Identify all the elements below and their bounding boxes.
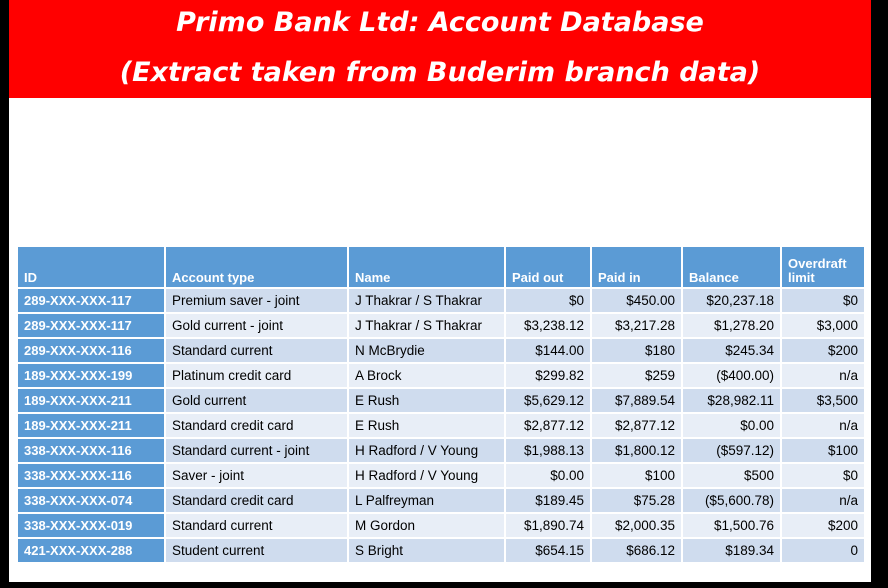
- cell-paid-out: $299.82: [505, 363, 591, 388]
- cell-balance: $20,237.18: [682, 288, 781, 313]
- cell-paid-in: $1,800.12: [591, 438, 682, 463]
- cell-paid-in: $7,889.54: [591, 388, 682, 413]
- cell-paid-out: $3,238.12: [505, 313, 591, 338]
- cell-account-type: Student current: [165, 538, 348, 562]
- column-header-overdraft-limit: Overdraft limit: [781, 247, 864, 288]
- cell-account-type: Gold current: [165, 388, 348, 413]
- cell-id: 338-XXX-XXX-074: [18, 488, 165, 513]
- cell-paid-out: $654.15: [505, 538, 591, 562]
- cell-overdraft-limit: $100: [781, 438, 864, 463]
- title-banner: [9, 0, 871, 98]
- table-row: [18, 488, 864, 513]
- cell-overdraft-limit: n/a: [781, 363, 864, 388]
- cell-paid-out: $1,988.13: [505, 438, 591, 463]
- cell-account-type: Standard current: [165, 338, 348, 363]
- cell-overdraft-limit: $3,000: [781, 313, 864, 338]
- cell-name: M Gordon: [348, 513, 505, 538]
- cell-overdraft-limit: n/a: [781, 413, 864, 438]
- account-table: [18, 247, 864, 562]
- cell-balance: $1,278.20: [682, 313, 781, 338]
- cell-account-type: Gold current - joint: [165, 313, 348, 338]
- cell-account-type: Standard credit card: [165, 488, 348, 513]
- table-row: [18, 388, 864, 413]
- cell-account-type: Standard current - joint: [165, 438, 348, 463]
- table-row: [18, 363, 864, 388]
- cell-balance: $28,982.11: [682, 388, 781, 413]
- column-header-name: Name: [348, 247, 505, 288]
- cell-paid-out: $2,877.12: [505, 413, 591, 438]
- cell-account-type: Saver - joint: [165, 463, 348, 488]
- cell-paid-in: $259: [591, 363, 682, 388]
- table-row: [18, 538, 864, 562]
- cell-paid-out: $144.00: [505, 338, 591, 363]
- cell-overdraft-limit: $0: [781, 288, 864, 313]
- cell-paid-in: $2,877.12: [591, 413, 682, 438]
- cell-id: 189-XXX-XXX-199: [18, 363, 165, 388]
- cell-name: N McBrydie: [348, 338, 505, 363]
- cell-id: 289-XXX-XXX-117: [18, 313, 165, 338]
- cell-name: J Thakrar / S Thakrar: [348, 288, 505, 313]
- cell-id: 189-XXX-XXX-211: [18, 413, 165, 438]
- cell-id: 189-XXX-XXX-211: [18, 388, 165, 413]
- cell-paid-in: $100: [591, 463, 682, 488]
- table-row: [18, 313, 864, 338]
- cell-account-type: Premium saver - joint: [165, 288, 348, 313]
- table-row: [18, 463, 864, 488]
- cell-overdraft-limit: $0: [781, 463, 864, 488]
- cell-paid-in: $180: [591, 338, 682, 363]
- cell-overdraft-limit: $200: [781, 513, 864, 538]
- cell-id: 289-XXX-XXX-117: [18, 288, 165, 313]
- cell-overdraft-limit: 0: [781, 538, 864, 562]
- cell-balance: $189.34: [682, 538, 781, 562]
- slide: [9, 0, 871, 582]
- cell-paid-out: $0.00: [505, 463, 591, 488]
- table-row: [18, 338, 864, 363]
- cell-account-type: Standard credit card: [165, 413, 348, 438]
- table-header-row: [18, 247, 864, 288]
- cell-balance: ($5,600.78): [682, 488, 781, 513]
- cell-id: 338-XXX-XXX-019: [18, 513, 165, 538]
- cell-name: S Bright: [348, 538, 505, 562]
- cell-name: L Palfreyman: [348, 488, 505, 513]
- cell-balance: $0.00: [682, 413, 781, 438]
- cell-name: J Thakrar / S Thakrar: [348, 313, 505, 338]
- cell-name: E Rush: [348, 388, 505, 413]
- cell-id: 421-XXX-XXX-288: [18, 538, 165, 562]
- column-header-paid-in: Paid in: [591, 247, 682, 288]
- column-header-id: ID: [18, 247, 165, 288]
- page-title: Primo Bank Ltd: Account Database: [176, 7, 704, 38]
- cell-balance: $245.34: [682, 338, 781, 363]
- cell-name: H Radford / V Young: [348, 463, 505, 488]
- table-row: [18, 438, 864, 463]
- column-header-paid-out: Paid out: [505, 247, 591, 288]
- cell-overdraft-limit: $3,500: [781, 388, 864, 413]
- table-row: [18, 288, 864, 313]
- table-body: [18, 288, 864, 562]
- cell-paid-out: $1,890.74: [505, 513, 591, 538]
- column-header-balance: Balance: [682, 247, 781, 288]
- cell-account-type: Standard current: [165, 513, 348, 538]
- cell-paid-in: $2,000.35: [591, 513, 682, 538]
- cell-paid-in: $450.00: [591, 288, 682, 313]
- cell-paid-in: $686.12: [591, 538, 682, 562]
- cell-paid-in: $3,217.28: [591, 313, 682, 338]
- cell-overdraft-limit: n/a: [781, 488, 864, 513]
- cell-account-type: Platinum credit card: [165, 363, 348, 388]
- cell-name: A Brock: [348, 363, 505, 388]
- table-row: [18, 413, 864, 438]
- cell-balance: $500: [682, 463, 781, 488]
- column-header-account-type: Account type: [165, 247, 348, 288]
- cell-id: 338-XXX-XXX-116: [18, 463, 165, 488]
- cell-balance: $1,500.76: [682, 513, 781, 538]
- cell-paid-out: $189.45: [505, 488, 591, 513]
- cell-balance: ($597.12): [682, 438, 781, 463]
- cell-name: E Rush: [348, 413, 505, 438]
- cell-overdraft-limit: $200: [781, 338, 864, 363]
- cell-id: 338-XXX-XXX-116: [18, 438, 165, 463]
- cell-name: H Radford / V Young: [348, 438, 505, 463]
- table-row: [18, 513, 864, 538]
- cell-paid-in: $75.28: [591, 488, 682, 513]
- cell-id: 289-XXX-XXX-116: [18, 338, 165, 363]
- cell-paid-out: $0: [505, 288, 591, 313]
- page-subtitle: (Extract taken from Buderim branch data): [119, 57, 761, 88]
- cell-balance: ($400.00): [682, 363, 781, 388]
- cell-paid-out: $5,629.12: [505, 388, 591, 413]
